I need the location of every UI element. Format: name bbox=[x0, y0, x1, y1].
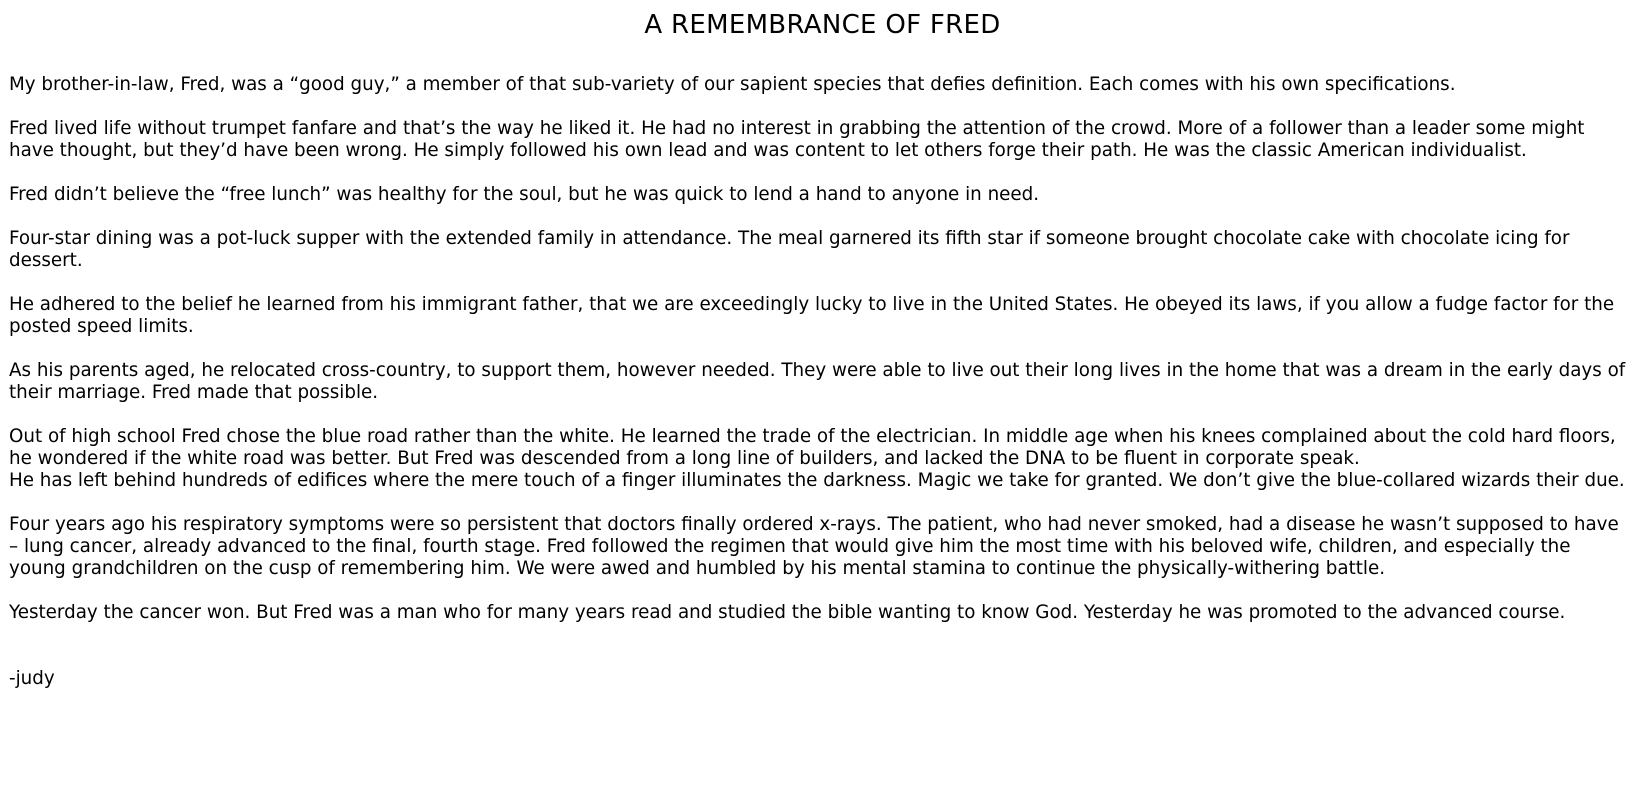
paragraph: Four years ago his respiratory symptoms were so persistent that doctors finally ordered x-rays. The patient, who had never smoked, had a disease he wasn’t supposed to have – lung cancer, already advanced to the final, fourth stage. Fred followed the regimen that would give him the most time with his beloved wife, children, and especially the young grandchildren on the cusp of remembering him. We were awed and humbled by his mental stamina to continue the physically-withering battle. bbox=[9, 514, 1619, 579]
paragraph: My brother-in-law, Fred, was a “good guy,” a member of that sub-variety of our sapient species that defies definition. Each comes with his own specifications. bbox=[9, 74, 1456, 95]
paragraph: Fred lived life without trumpet fanfare and that’s the way he liked it. He had no interest in grabbing the attention of the crowd. More of a follower than a leader some might have thought, but they’d have been wrong. He simply followed his own lead and was content to let others forge their path. He was the classic American individualist. bbox=[9, 118, 1585, 161]
paragraph: Fred didn’t believe the “free lunch” was healthy for the soul, but he was quick to lend a hand to anyone in need. bbox=[9, 184, 1040, 205]
paragraph: Four-star dining was a pot-luck supper with the extended family in attendance. The meal garnered its fifth star if someone brought chocolate cake with chocolate icing for dessert. bbox=[9, 228, 1570, 271]
document-body bbox=[9, 74, 1628, 624]
paragraph: Out of high school Fred chose the blue road rather than the white. He learned the trade of the electrician. In middle age when his knees complained about the cold hard floors, he wondered if the white road was better. But Fred was descended from a long line of builders, and lacked the DNA to be fluent in corporate speak. He has left behind hundreds of edifices where the mere touch of a finger illuminates the darkness. Magic we take for granted. We don’t give the blue-collared wizards their due. bbox=[9, 426, 1625, 491]
signature: -judy bbox=[9, 668, 55, 689]
paragraph: Yesterday the cancer won. But Fred was a man who for many years read and studied the bible wanting to know God. Yesterday he was promoted to the advanced course. bbox=[9, 602, 1566, 623]
paragraph: As his parents aged, he relocated cross-country, to support them, however needed. They were able to live out their long lives in the home that was a dream in the early days of their marriage. Fred made that possible. bbox=[9, 360, 1626, 403]
paragraph: He adhered to the belief he learned from his immigrant father, that we are exceedingly lucky to live in the United States. He obeyed its laws, if you allow a fudge factor for the posted speed limits. bbox=[9, 294, 1615, 337]
document-title: A REMEMBRANCE OF FRED bbox=[644, 10, 1001, 40]
